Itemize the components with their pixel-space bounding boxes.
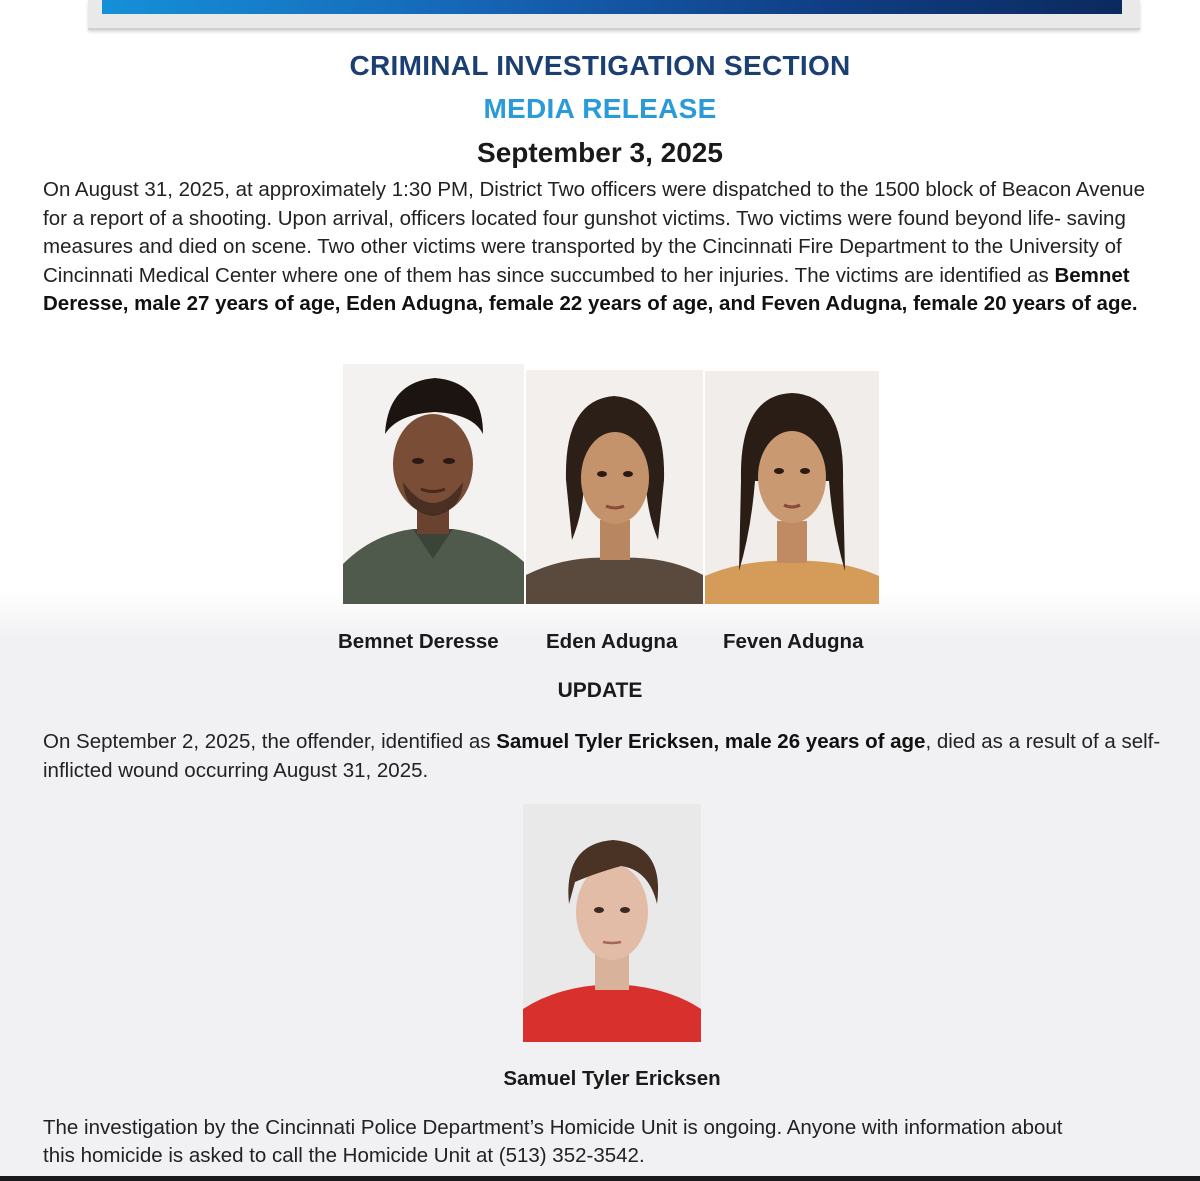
offender-identification: Samuel Tyler Ericksen, male 26 years of age (496, 730, 926, 753)
victims-identification: Bemnet Deresse, male 27 years of age, Eden Adugna, female 22 years of age, and Feven Adugna, female 20 years of age. (43, 263, 1138, 315)
victim-photo-bemnet-deresse (343, 364, 524, 604)
offender-name: Samuel Tyler Ericksen (503, 1067, 721, 1090)
header-banner-frame (88, 0, 1140, 30)
update-paragraph (43, 728, 1183, 785)
victim-name-eden: Eden Adugna (546, 630, 678, 653)
header-banner (102, 0, 1122, 14)
victim-photo-feven-adugna (705, 371, 879, 604)
update-text-before: On September 2, 2025, the offender, identified as (43, 730, 497, 753)
victim-name-feven: Feven Adugna (723, 630, 864, 653)
incident-paragraph (43, 176, 1168, 319)
victim-name-bemnet: Bemnet Deresse (338, 630, 499, 653)
offender-photo-samuel-ericksen (523, 804, 701, 1042)
incident-text: On August 31, 2025, at approximately 1:30 PM, District Two officers were dispatched to the 1500 block of Beacon Avenue for a report of a shooting. Upon arrival, officers located four gunshot victims. Two victims were found beyond life- saving measures and died on scene. Two other victims were transported by the Cincinnati Fire Department to the University of Cincinnati Medical Center where one of them has since succumbed to her injuries. The victims are identified as (43, 178, 1145, 287)
release-title: MEDIA RELEASE (483, 93, 717, 124)
update-text-after: , died as a result of a self-inflicted wound occurring August 31, 2025. (43, 730, 1161, 782)
bottom-edge (0, 1176, 1200, 1181)
closing-paragraph: The investigation by the Cincinnati Police Department’s Homicide Unit is ongoing. Anyone with information about this homicide is asked to call the Homicide Unit at (513) 352-3542. (43, 1116, 1063, 1167)
update-label: UPDATE (557, 679, 643, 702)
victim-photo-eden-adugna (526, 370, 703, 604)
section-title: CRIMINAL INVESTIGATION SECTION (349, 50, 851, 81)
release-date: September 3, 2025 (477, 137, 723, 168)
